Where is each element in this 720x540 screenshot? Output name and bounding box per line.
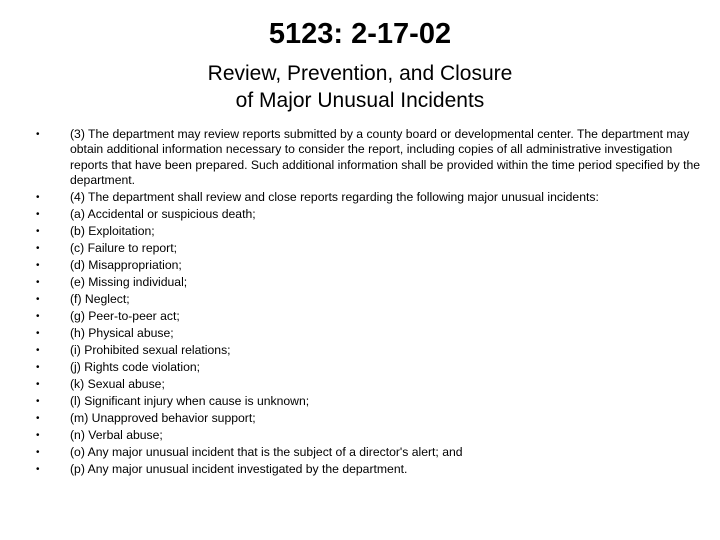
list-item-text: (b) Exploitation; bbox=[70, 224, 155, 239]
bullet-dot-icon: • bbox=[36, 447, 40, 459]
list-item-text: (f) Neglect; bbox=[70, 292, 130, 307]
list-item bbox=[36, 190, 712, 205]
list-item bbox=[36, 224, 712, 239]
list-item-text: (p) Any major unusual incident investigated by the department. bbox=[70, 462, 408, 477]
list-item bbox=[36, 343, 712, 358]
bullet-dot-icon: • bbox=[36, 277, 40, 289]
list-item-text: (n) Verbal abuse; bbox=[70, 428, 163, 443]
subtitle-line-2: of Major Unusual Incidents bbox=[235, 89, 485, 112]
list-item-text: (c) Failure to report; bbox=[70, 241, 178, 256]
list-item bbox=[36, 428, 712, 443]
list-item bbox=[36, 309, 712, 324]
list-item bbox=[36, 377, 712, 392]
slide-title: 5123: 2-17-02 bbox=[268, 18, 452, 50]
list-item-text: (g) Peer-to-peer act; bbox=[70, 309, 180, 324]
bullet-dot-icon: • bbox=[36, 226, 40, 238]
list-item bbox=[36, 394, 712, 409]
list-item bbox=[36, 462, 712, 477]
bullet-dot-icon: • bbox=[36, 243, 40, 255]
bullet-dot-icon: • bbox=[36, 396, 40, 408]
list-item-text: (m) Unapproved behavior support; bbox=[70, 411, 256, 426]
slide-subtitle bbox=[0, 60, 720, 114]
bullet-dot-icon: • bbox=[36, 311, 40, 323]
bullet-dot-icon: • bbox=[36, 328, 40, 340]
bullet-dot-icon: • bbox=[36, 260, 40, 272]
subtitle-line-1: Review, Prevention, and Closure bbox=[207, 62, 513, 85]
list-item bbox=[36, 207, 712, 222]
list-item bbox=[36, 258, 712, 273]
list-item-text: (j) Rights code violation; bbox=[70, 360, 201, 375]
list-item-text: (3) The department may review reports submitted by a county board or developmental center. The department may obtain additional information necessary to consider the report, including copies of all administrative investigation reports that have been prepared. Such additional information shall be provided within the time period specified by the department. bbox=[70, 127, 701, 188]
bullet-list bbox=[36, 127, 712, 479]
list-item-text: (d) Misappropriation; bbox=[70, 258, 182, 273]
list-item bbox=[36, 275, 712, 290]
bullet-dot-icon: • bbox=[36, 129, 40, 140]
list-item bbox=[36, 241, 712, 256]
bullet-dot-icon: • bbox=[36, 345, 40, 357]
list-item-text: (h) Physical abuse; bbox=[70, 326, 174, 341]
bullet-dot-icon: • bbox=[36, 413, 40, 425]
bullet-dot-icon: • bbox=[36, 464, 40, 476]
list-item bbox=[36, 326, 712, 341]
list-item-text: (i) Prohibited sexual relations; bbox=[70, 343, 231, 358]
list-item bbox=[36, 292, 712, 307]
list-item bbox=[36, 360, 712, 375]
list-item-text: (k) Sexual abuse; bbox=[70, 377, 165, 392]
list-item bbox=[36, 411, 712, 426]
list-item-text: (l) Significant injury when cause is unknown; bbox=[70, 394, 310, 409]
list-item bbox=[36, 445, 712, 460]
list-item-text: (e) Missing individual; bbox=[70, 275, 188, 290]
list-item-text: (a) Accidental or suspicious death; bbox=[70, 207, 256, 222]
bullet-dot-icon: • bbox=[36, 209, 40, 221]
bullet-dot-icon: • bbox=[36, 294, 40, 306]
bullet-dot-icon: • bbox=[36, 192, 40, 204]
bullet-dot-icon: • bbox=[36, 430, 40, 442]
list-item-text: (o) Any major unusual incident that is the subject of a director's alert; and bbox=[70, 445, 463, 460]
bullet-dot-icon: • bbox=[36, 362, 40, 374]
bullet-dot-icon: • bbox=[36, 379, 40, 391]
list-item-text: (4) The department shall review and close reports regarding the following major unusual incidents: bbox=[70, 190, 599, 205]
list-item bbox=[36, 127, 712, 189]
